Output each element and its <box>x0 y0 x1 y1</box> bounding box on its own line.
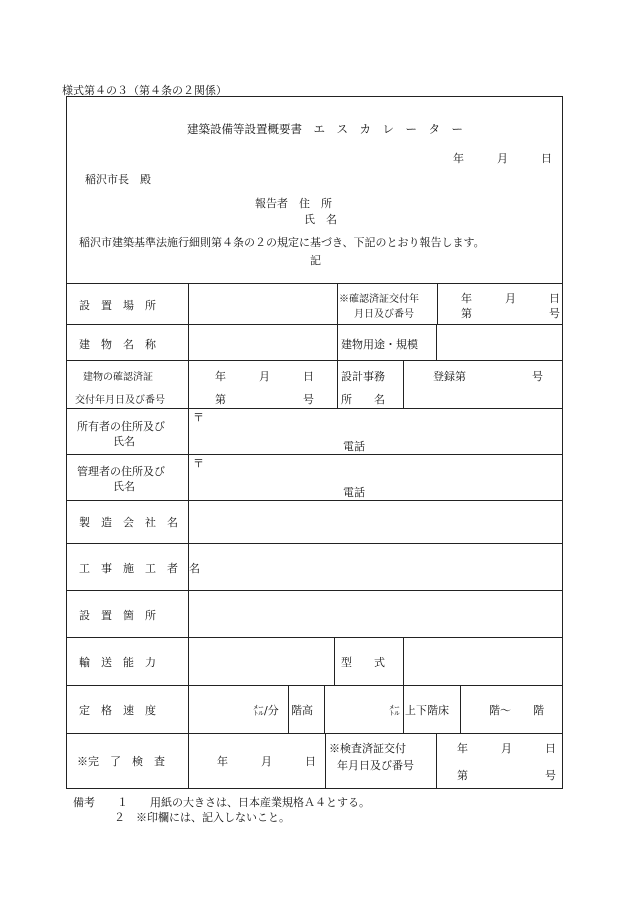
reporter-address-label: 報告者 住 所 <box>255 197 332 210</box>
reporter-name-label: 氏 名 <box>304 213 337 226</box>
registration-number[interactable]: 登録第 号 <box>433 370 543 383</box>
floors-label: 上下階床 <box>405 704 449 717</box>
row-rule <box>67 283 562 284</box>
column-rule <box>437 283 438 324</box>
column-rule <box>403 685 404 733</box>
capacity-label: 輸 送 能 力 <box>79 656 156 669</box>
column-rule <box>436 733 437 788</box>
design-office-label-line1: 設計事務 <box>341 370 385 383</box>
row-rule <box>67 685 562 686</box>
note-1: 備考 １ 用紙の大きさは、日本産業規格Ａ４とする。 <box>73 796 370 809</box>
row-rule <box>67 590 562 591</box>
building-name-label: 建 物 名 称 <box>79 338 156 351</box>
report-form <box>66 96 563 789</box>
building-use-label: 建物用途・規模 <box>341 338 418 351</box>
speed-unit: ㍍/分 <box>253 704 279 717</box>
row-rule <box>67 733 562 734</box>
inspection-label-line1: ※検査済証交付 <box>329 742 406 755</box>
floor-height-label: 階高 <box>291 704 313 717</box>
manufacturer-label: 製 造 会 社 名 <box>79 516 178 529</box>
inspection-date[interactable]: 年 月 日 <box>457 742 556 755</box>
row-rule <box>67 500 562 501</box>
completion-label: ※完 了 検 査 <box>77 755 165 768</box>
column-rule <box>288 685 289 733</box>
design-office-label-line2: 所 名 <box>341 393 385 406</box>
row-rule <box>67 454 562 455</box>
column-rule <box>403 360 404 408</box>
column-rule <box>337 283 338 408</box>
building-confirm-number[interactable]: 第 号 <box>215 393 314 406</box>
building-confirm-label-line1: 建物の確認済証 <box>83 372 153 383</box>
location-label: 設 置 場 所 <box>79 299 156 312</box>
addressee: 稲沢市長 殿 <box>85 173 151 186</box>
statement: 稲沢市建築基準法施行細則第４条の２の規定に基づき、下記のとおり報告します。 <box>79 236 485 249</box>
inspection-label-line2: 年月日及び番号 <box>337 759 414 772</box>
column-rule <box>324 685 325 733</box>
column-rule <box>334 637 335 685</box>
floors-value[interactable]: 階～ 階 <box>489 704 544 717</box>
owner-label-line2: 氏名 <box>113 435 135 448</box>
building-confirm-date[interactable]: 年 月 日 <box>215 370 314 383</box>
form-title: 建築設備等設置概要書 エ ス カ レ ー タ ー <box>187 122 463 136</box>
confirm-label-line1: ※確認済証交付年 <box>339 294 419 305</box>
label-column-rule <box>188 283 189 788</box>
column-rule <box>403 637 404 685</box>
inspection-number[interactable]: 第 号 <box>457 769 556 782</box>
row-rule <box>67 408 562 409</box>
manager-postal-mark: 〒 <box>193 457 204 470</box>
row-rule <box>67 360 562 361</box>
model-label: 型 式 <box>341 656 385 669</box>
confirm-number[interactable]: 第 号 <box>461 307 560 320</box>
confirm-date[interactable]: 年 月 日 <box>461 292 560 305</box>
speed-label: 定 格 速 度 <box>79 704 156 717</box>
row-rule <box>67 324 562 325</box>
manager-phone-label: 電話 <box>343 486 365 499</box>
manager-label-line2: 氏名 <box>113 480 135 493</box>
date-line[interactable]: 年 月 日 <box>453 152 552 165</box>
column-rule <box>436 324 437 360</box>
confirm-label-line2: 月日及び番号 <box>354 309 414 320</box>
row-rule <box>67 543 562 544</box>
owner-postal-mark: 〒 <box>193 411 204 424</box>
owner-phone-label: 電話 <box>343 440 365 453</box>
column-rule <box>460 685 461 733</box>
floor-height-unit: ㍍ <box>389 704 400 717</box>
ki-mark: 記 <box>310 254 321 267</box>
column-rule <box>325 733 326 788</box>
contractor-label: 工 事 施 工 者 名 <box>79 562 200 575</box>
owner-label-line1: 所有者の住所及び <box>77 420 165 433</box>
building-confirm-label-line2: 交付年月日及び番号 <box>75 395 165 406</box>
form-number-label: 様式第４の３（第４条の２関係） <box>62 84 227 97</box>
manager-label-line1: 管理者の住所及び <box>77 465 165 478</box>
note-2: ２ ※印欄には、記入しないこと。 <box>114 811 290 824</box>
row-rule <box>67 637 562 638</box>
install-place-label: 設 置 箇 所 <box>79 609 156 622</box>
completion-date[interactable]: 年 月 日 <box>217 755 316 768</box>
